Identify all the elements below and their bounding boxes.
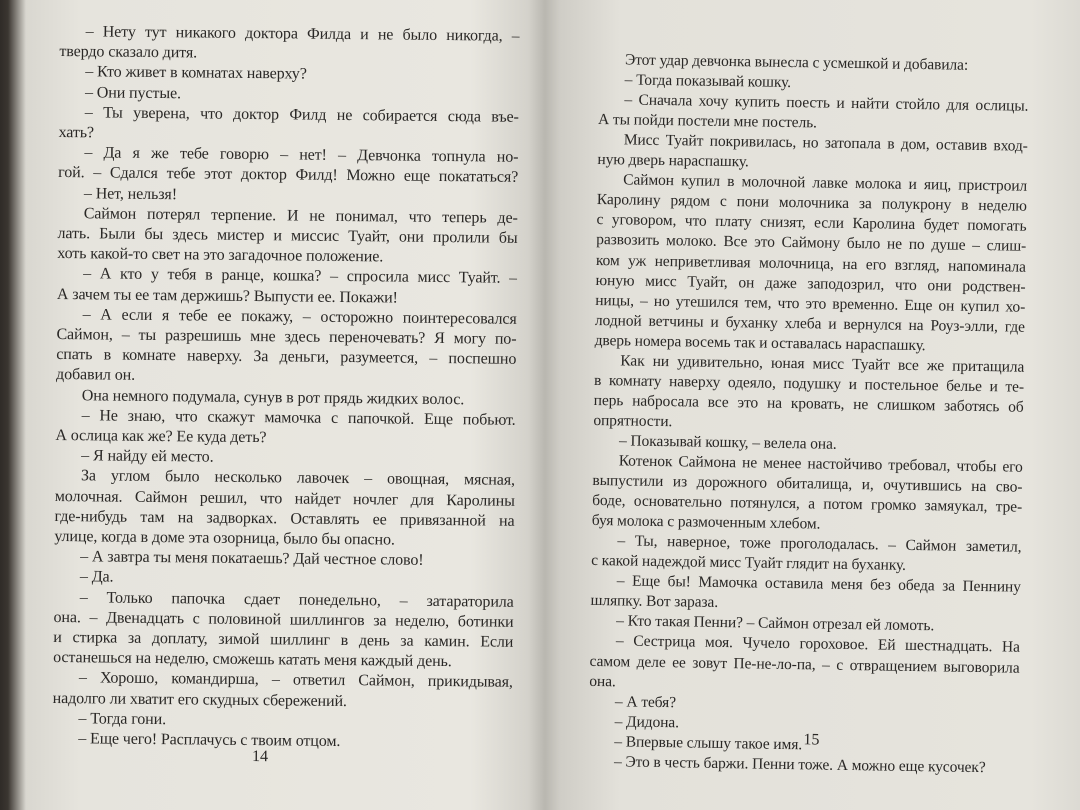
text-line: – Впервые слышу такое имя. (614, 733, 803, 753)
text-line: ную дверь нараспашку. (597, 151, 749, 171)
text-line: А зачем ты ее там держишь? Выпусти ее. Покажи! (56, 285, 398, 307)
text-line: где-нибудь там на задворках. Оставлять ее привязанной на (54, 507, 515, 530)
text-line: самом деле ее зовут Пе-не-ло-па, – с отвращением выговорила (589, 652, 1020, 677)
text-line: – Ты, наверное, тоже проголодалась. – Саймон заметил, (617, 532, 1022, 556)
text-line: – А завтра ты меня покатаешь? Дай честное слово! (80, 548, 424, 570)
text-line: – Сестрица моя. Чучело гороховое. Ей шестнадцать. На (615, 632, 1021, 657)
text-line: улице, когда в доме эта озорница, было бы опасно. (54, 527, 395, 549)
text-line: – Нету тут никакого доктора Филда и не было никогда, – (85, 23, 520, 45)
text-line: Котенок Саймона не менее настойчиво требовал, чтобы его (618, 452, 1023, 476)
page-number: 14 (251, 748, 269, 766)
text-line: Саймон потерял терпение. И не понимал, что теперь де- (83, 205, 518, 227)
text-line: останешься на неделю, сможешь катать меня каждый день. (53, 649, 452, 671)
text-line: в комнату наверху одеяло, подушку и постельное белье и те- (593, 371, 1025, 396)
text-line: – Показывай кошку, – велела она. (618, 432, 837, 453)
text-line: – Да я же тебе говорю – нет! – Девчонка топнула но- (84, 144, 519, 166)
text-line: опрятности. (593, 411, 673, 431)
text-line: – Это в честь баржи. Пенни тоже. А можно еще кусочек? (613, 753, 986, 776)
text-line: – Нет, нельзя! (83, 184, 178, 203)
text-line: Саймон купил в молочной лавке молока и яиц, пристроил (623, 171, 1028, 196)
text-line: – Кто такая Пенни? – Саймон отрезал ей ломоть. (616, 612, 935, 635)
text-line: – Да. (79, 568, 114, 586)
text-line: – Они пустые. (84, 83, 182, 102)
text-line: ком уж неприветливая молочница, на его взгляд, напоминала (595, 251, 1026, 276)
text-line: молочная. Саймон решил, что найдет ночлег для Каролины (54, 487, 515, 510)
page-number: 15 (803, 731, 820, 749)
left-page (52, 0, 520, 766)
text-line: гой. – Сдался тебе этот доктор Филд! Можно еще покататься? (58, 164, 519, 187)
text-line: Она немного подумала, сунув в рот прядь жидких волос. (81, 386, 465, 408)
text-line: – Тогда показывай кошку. (624, 71, 792, 92)
text-line: хать? (58, 123, 95, 142)
text-line: – А тебя? (614, 692, 677, 711)
text-line: и стирка за доплату, зимой шиллинг в день за камин. Если (53, 628, 514, 651)
text-line: шляпку. Вот зараза. (590, 592, 719, 612)
text-line: – Кто живет в комнатах наверху? (85, 63, 307, 83)
text-line: – Только папочка сдает понедельно, – затараторила (79, 588, 514, 611)
text-line: хоть какой-то свет на это загадочное положение. (57, 245, 384, 266)
text-line: твердо сказало дитя. (59, 43, 198, 62)
text-line: А ты пойди постели мне постель. (597, 111, 818, 132)
text-line: она. (589, 672, 616, 690)
text-line: А ослица как же? Ее куда деть? (55, 426, 267, 447)
text-line: – Я найду ей место. (81, 447, 214, 466)
text-line: юную мисс Туайт, он даже заподозрил, что они родствен- (595, 271, 1026, 296)
text-line: выпустили из дорожного обиталища, и, очутившись на сво- (592, 471, 1023, 496)
text-line: перь набросала все это на кровать, не слишком заботясь об (593, 391, 1024, 416)
text-line: Этот удар девчонка вынесла с усмешкой и добавила: (624, 51, 969, 74)
text-line: надолго ли хватит его скудных сбережений. (52, 689, 347, 710)
text-line: боде, основательно потянулся, а потом громко замяукал, тре- (592, 492, 1023, 516)
text-line: – Тогда гони. (78, 710, 167, 728)
text-line: ницы, – но утешился тем, что это временно. Еще он купил хо- (595, 291, 1026, 316)
text-line: – А если я тебе ее покажу, – осторожно поинтересовался (82, 306, 517, 328)
right-page (589, 0, 1030, 776)
text-line: – Дидона. (614, 712, 680, 731)
text-line: Каролину рядом с пони молочника за полукрону в неделю (596, 191, 1027, 216)
text-line: Мисс Туайт покривилась, но затопала в дом, оставив вход- (623, 131, 1028, 155)
text-line: Саймон, – ты разрешишь мне здесь переночевать? Я могу по- (56, 325, 517, 348)
text-line: развозить молоко. Все это Саймону было не по душе – слиш- (596, 231, 1027, 256)
text-line: – Не знаю, что скажут мамочка с папочкой. Еще побьют. (81, 407, 516, 429)
text-line: – Еще чего! Расплачусь с твоим отцом. (78, 730, 341, 750)
text-line: лодной ветчины и буханку хлеба и вернулся на Роуз-элли, где (594, 311, 1026, 336)
text-line: – Сначала хочу купить поесть и найти стойло для ослицы. (624, 91, 1029, 115)
text-line: – Хорошо, командирша, – ответил Саймон, прикидывая, (78, 669, 513, 692)
text-line: лать. Были бы здесь мистер и миссис Туайт, они пролили бы (57, 224, 518, 247)
text-line: – А кто у тебя в ранце, кошка? – спросила мисс Туайт. – (83, 265, 518, 288)
text-line: она. – Двенадцать с половиной шиллингов за неделю, ботинки (53, 608, 514, 631)
text-line: буя молока с размоченным хлебом. (591, 512, 821, 533)
text-line: – Ты уверена, что доктор Филд не собирается сюда въе- (84, 104, 519, 126)
text-line: спать в комнате наверху. За деньги, разумеется, – поспешно (56, 346, 517, 368)
text-line: с какой надеждой мисс Туайт глядит на буханку. (591, 552, 907, 575)
text-line: За углом было несколько лавочек – овощная, мясная, (80, 467, 516, 490)
text-line: – Еще бы! Мамочка оставила меня без обеда за Пеннину (616, 572, 1021, 596)
text-line: Как ни удивительно, юная мисс Туайт все же притащила (620, 352, 1025, 376)
text-line: с уговором, что плату снизят, если Каролина будет помогать (596, 211, 1027, 236)
text-line: добавил он. (55, 366, 136, 385)
text-line: дверь номера восемь так и оставалась нараспашку. (594, 331, 926, 354)
